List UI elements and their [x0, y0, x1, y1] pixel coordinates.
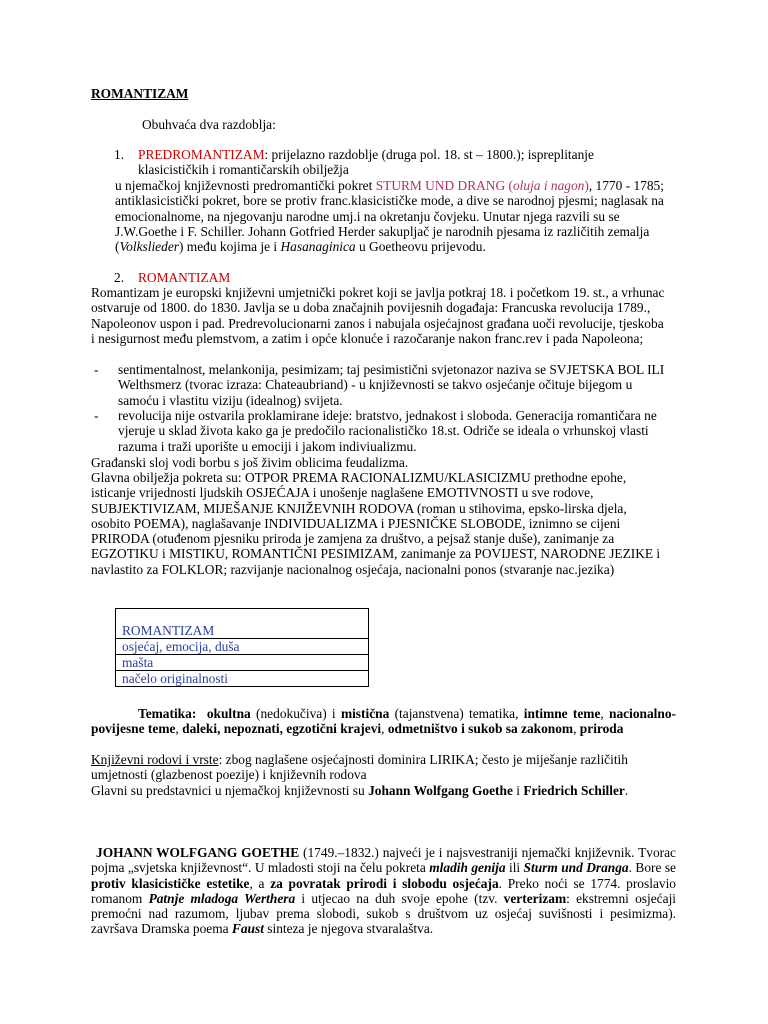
item-1-para-a: u njemačkoj književnosti predromantički pokret: [115, 178, 376, 193]
faust-title: Faust: [231, 921, 264, 937]
romantizam-label: ROMANTIZAM: [138, 270, 231, 285]
document-title: ROMANTIZAM: [91, 86, 189, 101]
glavna-obiljezja-text: Glavna obilježja pokreta su: OTPOR PREMA RACIONALIZMU/KLASICIZMU prethodne epohe, isticanje vrijednosti ljudskih OSJEĆAJA i unošenje naglašene EMOTIVNOSTI u sve rodove, SUBJEKTIVIZAM, MIJEŠANJE KNJIŽEVNIH RODOVA (roman u stihovima, epsko-lirska djela, osobito POEMA), naglašavanje INDIVIDUALIZMA i PJESNIČKE SLOBODE, iznimno se cijeni PRIRODA (otuđenom pjesniku priroda je zamjena za društvo, a pejsaž stanje duše), zanimanje za EGZOTIKU i MISTIKU, ROMANTIČNI PESIMIZAM, zanimanje za POVIJEST, NARODNE JEZIKE i navlastito za FOLKLOR; razvijanje nacionalnog osjećaja, nacionalni ponos (stvaranje nac.jezika): [91, 470, 661, 577]
item-1-number: 1.: [114, 147, 125, 162]
item-2-number: 2.: [114, 270, 125, 285]
goethe-name: Johann Wolfgang Goethe: [368, 783, 513, 798]
tematika-paragraph: Tematika: okultna (nedokučiva) i mistična (tajanstvena) tematika, intimne teme, nacionalno-povijesne teme, daleki, nepoznati, egzotični krajevi, odmetništvo i sukob sa zakonom, priroda: [91, 706, 676, 737]
volkslieder-term: Volkslieder: [119, 239, 179, 255]
table-row: mašta: [116, 655, 369, 671]
table-row: načelo originalnosti: [116, 671, 369, 687]
hasanaginica-term: Hasanaginica: [280, 239, 356, 255]
item-1-text-line2: klasicističkih i romantičarskih obilježja: [138, 162, 349, 178]
predstavnici-paragraph: Glavni su predstavnici u njemačkoj književnosti su Johann Wolfgang Goethe i Friedrich Schiller.: [91, 783, 629, 798]
item-1-heading: [138, 147, 658, 178]
item-1-para-b: , 1770 - 1785; antiklasicistički pokret, bore se protiv franc.klasicističke mode, a dive se narodnoj pjesmi; naglasak na emocionalnome, na njegovanju narodne umj.i na okretanju čovjeku. Unutar njega razvili su se J.W.Goethe i F. Schiller. Johann Gotfried Herder sakupljač je narodnih pjesama iz različitih zemalja (: [115, 178, 664, 255]
werther-title: Patnje mladoga Werthera: [148, 890, 296, 906]
tematika-label: Tematika:: [138, 706, 197, 721]
bullet-dash-2: -: [94, 408, 99, 423]
rodovi-label: Književni rodovi i vrste: [91, 752, 219, 767]
goethe-paragraph: JOHANN WOLFGANG GOETHE (1749.–1832.) najveći je i najsvestraniji njemački književnik. Tvorac pojma „svjetska književnost“. U mladosti stoji na čelu pokreta mladih genija ili Sturm und Dranga. Bore se protiv klasicističke estetike, a za povratak prirodi i slobodu osjećaja. Preko noći se 1774. proslavio romanom Patnje mladoga Werthera i utjecao na duh svoje epohe (tzv. verterizam: ekstremni osjećaji premoćni nad razumom, ljubav prema slobodi, sukob s društvom uz osjećaj suvišnosti i pesimizma). završava Dramska poema Faust sinteza je njegova stvaralaštva.: [91, 845, 677, 937]
intro-text: Obuhvaća dva razdoblja:: [142, 117, 276, 132]
bullet-item-2: revolucija nije ostvarila proklamirane ideje: bratstvo, jednakost i sloboda. Generacija romantičara ne vjeruje u sklad života kako ga je predočilo racionalističko 18.st. Odriče se ideala o vrhunskoj vlasti razuma i traži uporište u emociji i jakom indiviualizmu.: [118, 408, 657, 454]
goethe-heading: JOHANN WOLFGANG GOETHE: [96, 845, 300, 860]
bullet-item-1: sentimentalnost, melankonija, pesimizam; taj pesimistični svjetonazor naziva se SVJETSKA BOL ILI Welthsmerz (tvorac izraza: Chateaubriand) - u književnosti se takvo osjećanje očituje bijegom u samoću i vlastitu viziju (idealnog) svijeta.: [118, 362, 665, 408]
item-2-paragraph: Romantizam je europski književni umjetnički pokret koji se javlja potkraj 18. i početkom 19. st., a vrhunac ostvaruje od 1800. do 1830. Javlja se u doba značajnih povijesnih događaja: Francuska revolucija 1789., Napoleonov uspon i pad. Predrevolucionarni zanos i nabujala osjećajnost građana uoči revolucije, tjeskoba i nesigurnost među plemstvom, a zatim i opće klonuće i razočaranje nakon franc.rev i pada Napoleona;: [91, 285, 665, 346]
predromantizam-label: PREDROMANTIZAM: [138, 147, 265, 162]
item-1-paragraph: u njemačkoj književnosti predromantički pokret STURM UND DRANG (oluja i nagon), 1770 - 1785; antiklasicistički pokret, bore se protiv franc.klasicističke mode, a dive se narodnoj pjesmi; naglasak na emocionalnome, na njegovanju narodne umj.i na okretanju čovjeku. Unutar njega razvili su se J.W.Goethe i F. Schiller. Johann Gotfried Herder sakupljač je narodnih pjesama iz različitih zemalja (Volkslieder) među kojima je i Hasanaginica u Goetheovu prijevodu.: [115, 178, 664, 255]
sturm-und-drang-label: STURM UND DRANG (oluja i nagon): [375, 178, 589, 193]
gradanski-sloj-text: Građanski sloj vodi borbu s još živim oblicima feudalizma.: [91, 455, 409, 470]
rodovi-paragraph: Književni rodovi i vrste: zbog naglašene osjećajnosti dominira LIRIKA; često je miješanje različitih umjetnosti (glazbenost poezije) i književnih rodova: [91, 752, 628, 783]
table-row: osjećaj, emocija, duša: [116, 639, 369, 655]
schiller-name: Friedrich Schiller: [523, 783, 625, 798]
romantizam-table: [115, 608, 369, 687]
bullet-dash-1: -: [94, 362, 99, 377]
table-header: ROMANTIZAM: [116, 609, 369, 639]
item-1-text-line1: : prijelazno razdoblje (druga pol. 18. st – 1800.); ispreplitanje: [264, 147, 594, 162]
